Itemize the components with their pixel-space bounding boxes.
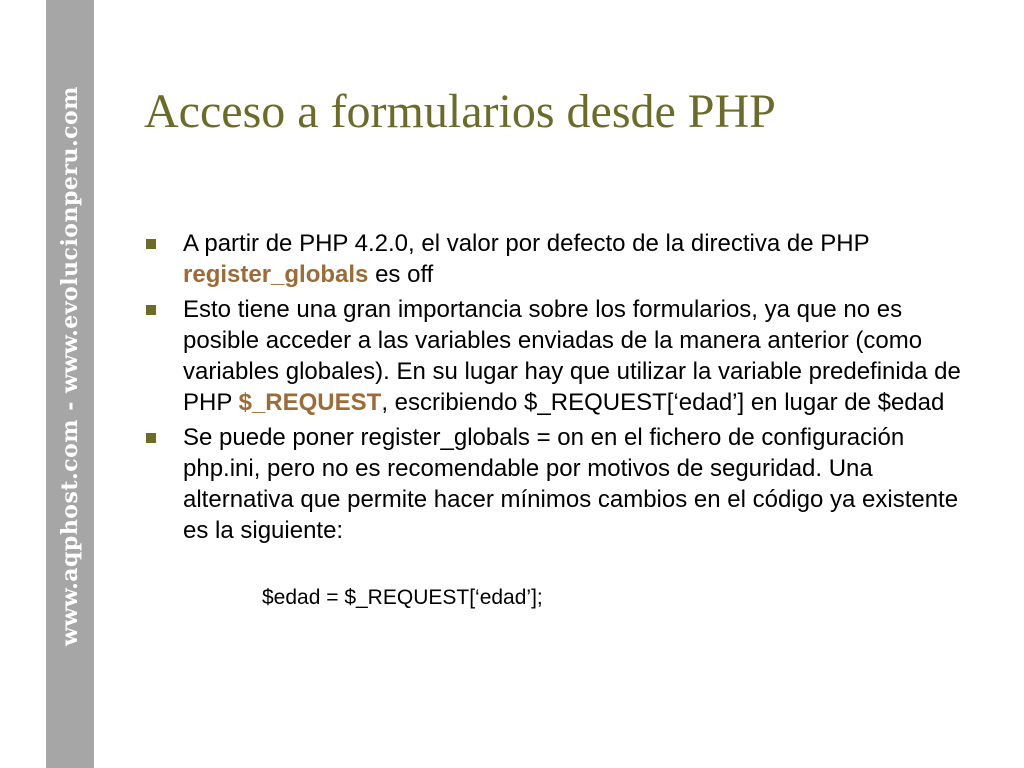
bullet-list [144,228,964,550]
slide-title: Acceso a formularios desde PHP [144,85,776,138]
bullet-item-1 [144,228,964,290]
square-bullet-icon [146,433,156,443]
bullet-3-text: Se puede poner register_globals = on en el fichero de configuración php.ini, pero no es recomendable por motivos de seguridad. Una alternativa que permite hacer mínimos cambios en el código ya existente es la siguiente: [183,424,959,544]
square-bullet-icon [146,239,156,249]
bullet-1-text-end: es off [368,261,434,288]
bullet-item-3 [144,422,964,546]
bullet-2-text-end: , escribiendo $_REQUEST[‘edad’] en lugar de $edad [381,389,945,416]
keyword-register-globals: register_globals [183,261,369,288]
bullet-2-text: Esto tiene una gran importancia sobre los formularios, ya que no es posible acceder a las variables enviadas de la manera anterior (como variables globales). En su lugar hay que utilizar la variable predefinida de PHP [183,296,961,416]
bullet-1-text: A partir de PHP 4.2.0, el valor por defecto de la directiva de PHP [183,230,870,257]
keyword-request: $_REQUEST [238,389,382,416]
bullet-item-2 [144,294,964,418]
side-watermark-text: www.aqphost.com - www.evolucionperu.com [57,86,83,646]
code-example: $edad = $_REQUEST[‘edad’]; [262,586,543,609]
square-bullet-icon [146,305,156,315]
